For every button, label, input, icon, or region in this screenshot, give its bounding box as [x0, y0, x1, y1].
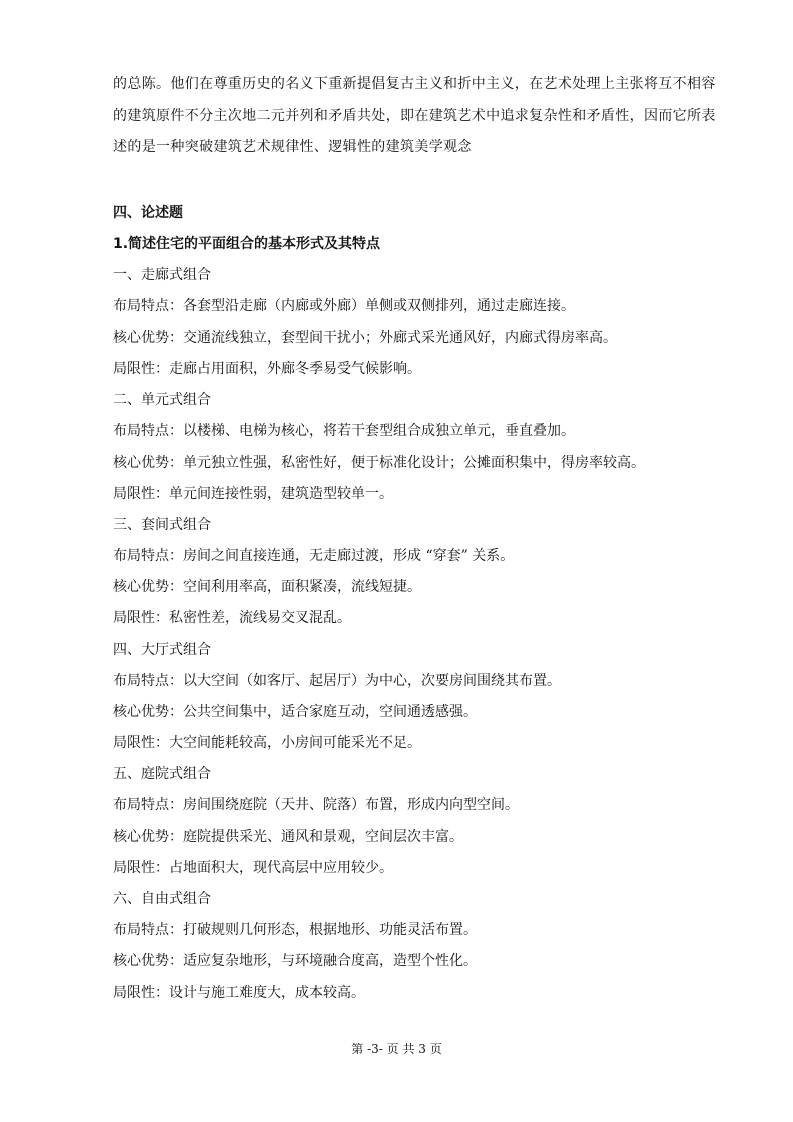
item-title-suite: 三、套间式组合	[113, 517, 211, 533]
item-title-courtyard: 五、庭院式组合	[113, 766, 211, 782]
item-advantage-hall: 核心优势：公共空间集中，适合家庭互动，空间通透感强。	[113, 704, 477, 720]
item-layout-hall: 布局特点：以大空间（如客厅、起居厅）为中心，次要房间围绕其布置。	[113, 673, 561, 689]
item-title-freeform: 六、自由式组合	[113, 891, 211, 907]
item-advantage-freeform: 核心优势：适应复杂地形，与环境融合度高，造型个性化。	[113, 953, 477, 969]
item-limitation-corridor: 局限性：走廊占用面积，外廊冬季易受气候影响。	[113, 361, 421, 377]
item-limitation-courtyard: 局限性：占地面积大，现代高层中应用较少。	[113, 860, 393, 876]
item-advantage-unit: 核心优势：单元独立性强，私密性好，便于标准化设计；公摊面积集中，得房率较高。	[113, 455, 645, 471]
item-layout-corridor: 布局特点：各套型沿走廊（内廊或外廊）单侧或双侧排列，通过走廊连接。	[113, 298, 575, 314]
intro-paragraph-line-3: 述的是一种突破建筑艺术规律性、逻辑性的建筑美学观念	[113, 139, 472, 155]
item-limitation-hall: 局限性：大空间能耗较高，小房间可能采光不足。	[113, 735, 421, 751]
section-heading: 四、论述题	[113, 205, 183, 221]
item-limitation-suite: 局限性：私密性差，流线易交叉混乱。	[113, 610, 351, 626]
question-title: 1.简述住宅的平面组合的基本形式及其特点	[113, 236, 381, 252]
item-advantage-corridor: 核心优势：交通流线独立，套型间干扰小；外廊式采光通风好，内廊式得房率高。	[113, 330, 617, 346]
item-title-corridor: 一、走廊式组合	[113, 267, 211, 283]
page-number-footer: 第 -3- 页 共 3 页	[351, 1042, 442, 1056]
item-limitation-freeform: 局限性：设计与施工难度大，成本较高。	[113, 985, 365, 1001]
intro-paragraph-line-1: 的总陈。他们在尊重历史的名义下重新提倡复古主义和折中主义，在艺术处理上主张将互不相容	[113, 76, 716, 92]
item-layout-suite: 布局特点：房间之间直接连通，无走廊过渡，形成 “穿套” 关系。	[113, 548, 515, 564]
item-layout-freeform: 布局特点：打破规则几何形态，根据地形、功能灵活布置。	[113, 922, 477, 938]
item-layout-courtyard: 布局特点：房间围绕庭院（天井、院落）布置，形成内向型空间。	[113, 797, 519, 813]
item-title-hall: 四、大厅式组合	[113, 642, 211, 658]
item-title-unit: 二、单元式组合	[113, 392, 211, 408]
item-layout-unit: 布局特点：以楼梯、电梯为核心，将若干套型组合成独立单元，垂直叠加。	[113, 423, 575, 439]
item-advantage-courtyard: 核心优势：庭院提供采光、通风和景观，空间层次丰富。	[113, 829, 463, 845]
item-advantage-suite: 核心优势：空间利用率高，面积紧凑，流线短捷。	[113, 579, 421, 595]
intro-paragraph-line-2: 的建筑原件不分主次地二元并列和矛盾共处，即在建筑艺术中追求复杂性和矛盾性，因而它所表	[113, 108, 716, 124]
item-limitation-unit: 局限性：单元间连接性弱，建筑造型较单一。	[113, 486, 393, 502]
